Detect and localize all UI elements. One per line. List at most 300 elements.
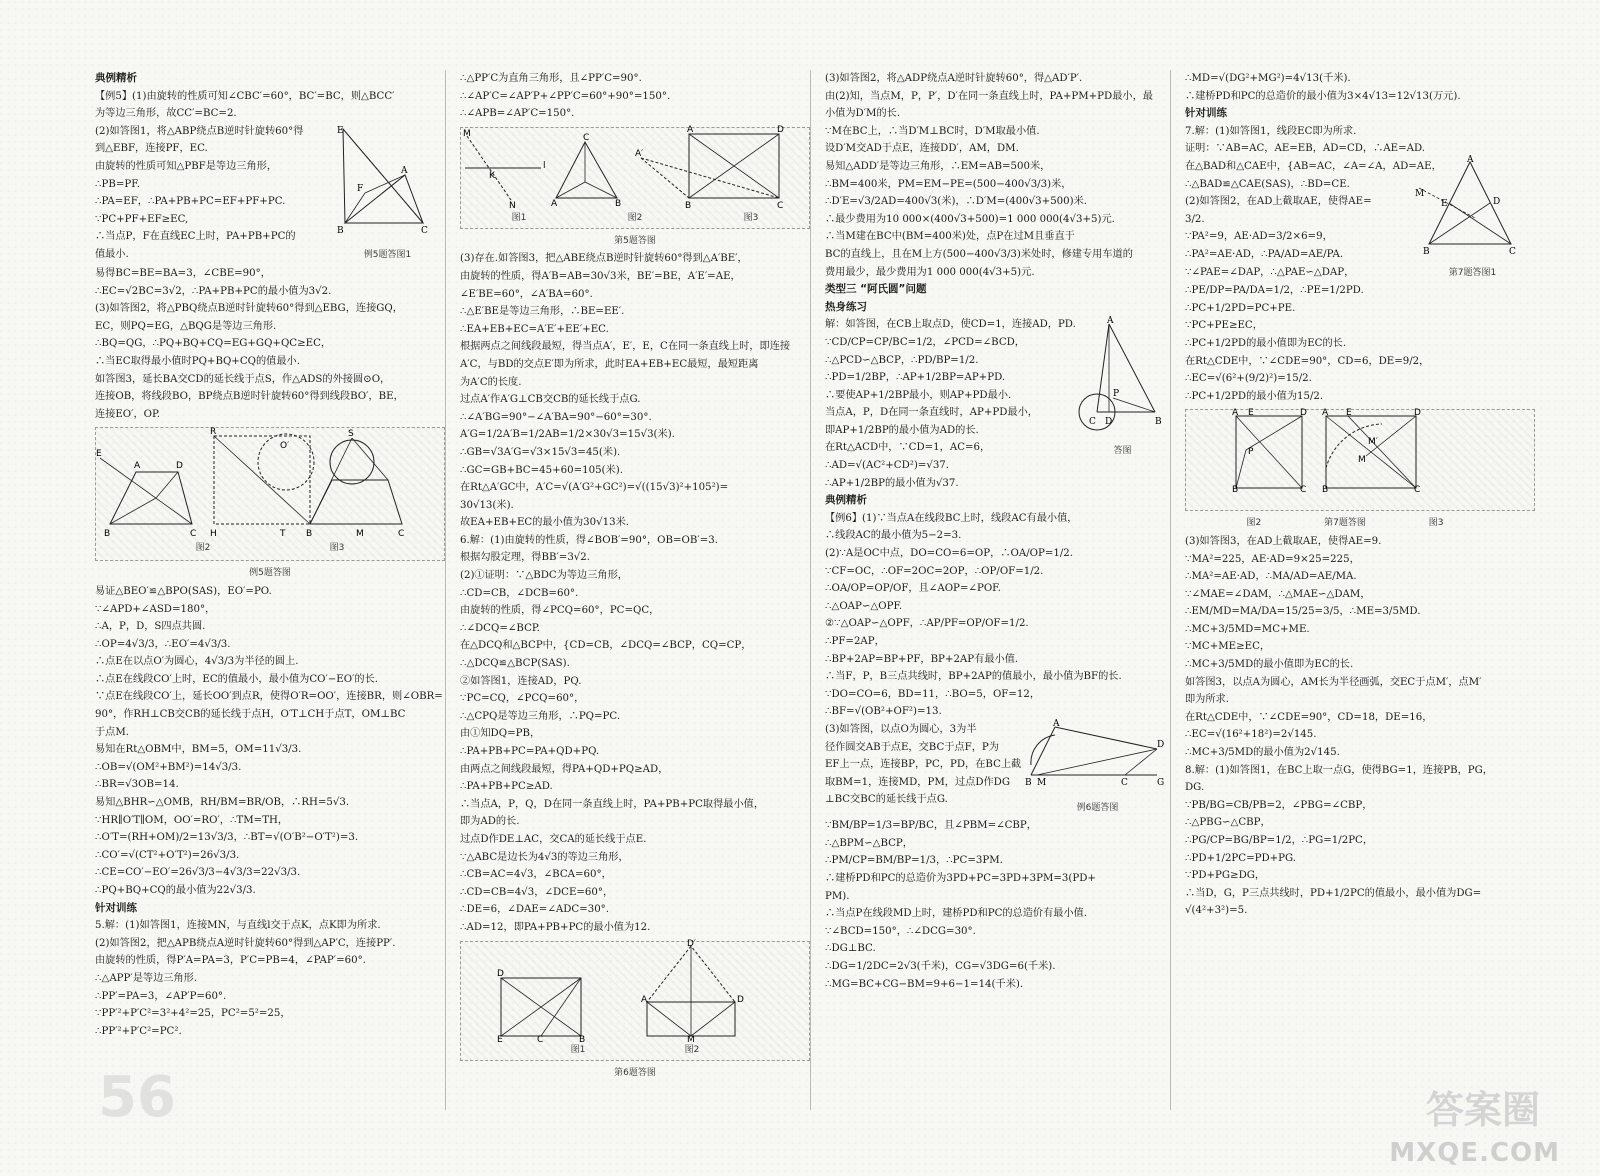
- svg-text:T: T: [280, 529, 286, 540]
- text-line: ∴当点P，F在直线EC上时，PA+PB+PC的: [95, 231, 296, 243]
- svg-text:C: C: [398, 529, 405, 540]
- text-line: ∵∠BCD=150°，∴∠DCG=30°.: [825, 925, 976, 937]
- text-line: 易知△BHR∽△OMB，RH/BM=BR/OB，∴RH=5√3.: [95, 797, 350, 809]
- text-line: ∴最少费用为10 000×(400√3+500)=1 000 000(4√3+5)元.: [825, 213, 1115, 225]
- geometry-figure: [1075, 316, 1165, 436]
- text-line: 到△EBF，连接PF，EC.: [95, 143, 208, 155]
- svg-text:E: E: [337, 125, 344, 136]
- svg-text:C: C: [1300, 485, 1307, 496]
- col4-text-c: [1185, 533, 1535, 920]
- text-line: ∴BF=√(OB²+OF²)=13.: [825, 706, 942, 718]
- svg-text:S: S: [348, 429, 354, 440]
- text-line: ②如答图1，连接AD，PQ.: [460, 675, 582, 687]
- text-line: ∴PM/CP=BM/BP=1/3，∴PC=3PM.: [825, 855, 1003, 867]
- section-heading: 典例精析: [825, 494, 867, 507]
- text-line: ∴AP+1/2BP的最小值为√37.: [825, 477, 959, 489]
- text-block: [1185, 158, 1442, 282]
- text-line: ∵PC+PE≥EC，: [1185, 320, 1263, 332]
- text-line: 证明：∵AB=AC，AE=EB，AD=CD，∴AE=AD.: [1185, 143, 1426, 155]
- text-line: 易证△BEO′≌△BPO(SAS)，EO′=PO.: [95, 585, 272, 597]
- text-line: EC，则PQ=EG，△BQG是等边三角形.: [95, 320, 277, 332]
- svg-text:P: P: [1248, 447, 1254, 458]
- text-line: ∴PA+PB+PC≥AD.: [460, 781, 553, 793]
- figure-problem6: [460, 938, 810, 1061]
- svg-text:A: A: [687, 124, 694, 135]
- text-line: ∴EM/MD=MA/DA=15/25=3/5，∴ME=3/5MD.: [1185, 606, 1421, 618]
- svg-text:A: A: [134, 461, 141, 472]
- text-line: (2)∵A是OC中点，DO=CO=6=OP，∴OA/OP=1/2.: [825, 548, 1074, 560]
- text-line: 根据勾股定理，得BB′=3√2.: [460, 552, 591, 564]
- text-line: ∴当点P在线段MD上时，建桥PD和PC的总造价有最小值.: [825, 908, 1088, 920]
- text-line: ∵点E在线段CO′上，延长OO′到点R，使得O′R=OO′，连接BR，则∠OBR=: [95, 691, 443, 703]
- text-line: ∵M在BC上，∴当D′M⊥BC时，D′M取最小值.: [825, 125, 1040, 137]
- svg-text:D′: D′: [687, 938, 696, 949]
- svg-text:N: N: [509, 200, 516, 211]
- text-line: DG.: [1185, 782, 1205, 794]
- text-line: 【例6】(1)∵当点A在线段BC上时，线段AC有最小值，: [825, 512, 1078, 524]
- text-block: [825, 316, 1075, 492]
- svg-text:B: B: [306, 529, 313, 540]
- svg-text:B: B: [615, 198, 622, 209]
- text-line: 费用最少，最少费用为1 000 000(4√3+5)元.: [825, 266, 1035, 278]
- col3-text-c: [825, 510, 1175, 993]
- text-line: ∴PQ+BQ+CQ的最小值为22√3/3.: [95, 885, 256, 896]
- text-line: ∴MA²=AE·AD，∴MA/AD=AE/MA.: [1185, 571, 1357, 583]
- text-line: ∴PA=EF，∴PA+PB+PC=EF+PF+PC.: [95, 196, 286, 208]
- text-line: 7.解：(1)如答图1，线段EC即为所求.: [1185, 125, 1357, 137]
- text-line: 过点D作DE⊥AC，交CA的延长线于点E.: [460, 833, 647, 845]
- text-line: 根据两点之间线段最短，得当点A′，E′，E，C在同一条直线上时，即连接: [460, 341, 791, 353]
- svg-text:B: B: [579, 1034, 586, 1045]
- figure-example5-row: [95, 427, 445, 561]
- geometry-figure: [1415, 154, 1525, 258]
- watermark-logo: 答案圈: [1425, 1088, 1540, 1132]
- geometry-figure: [461, 124, 807, 211]
- text-line: ∴GB=√3A′G=√3×15√3=45(米).: [460, 446, 621, 458]
- text-line: (2)如答图2，把△APB绕点A逆时针旋转60°得到△AP′C，连接PP′.: [95, 937, 396, 949]
- text-line: ∴EC=√2BC=3√2，∴PA+PB+PC的最小值为3√2.: [95, 285, 332, 297]
- text-line: ∵CD/CP=CP/BC=1/2，∠PCD=∠BCD，: [825, 336, 1025, 348]
- text-line: ∵PB/BG=CB/PB=2，∠PBG=∠CBP，: [1185, 799, 1373, 811]
- figure-caption: 第6题答图: [614, 1067, 656, 1078]
- svg-text:M: M: [356, 529, 364, 540]
- text-line: (3)如答图，以点O为圆心，3为半: [825, 723, 977, 735]
- text-line: 取BM=1，连接MD，PM，过点D作DG: [825, 776, 1010, 788]
- text-line: ∵CF=OC，∴OF=2OC=2OP，∴OP/OF=1/2.: [825, 565, 1044, 577]
- svg-text:D: D: [176, 461, 183, 472]
- svg-text:C: C: [1121, 777, 1128, 788]
- text-line: (3)如答图2，将△ADP绕点A逆时针旋转60°，得△AD′P′.: [825, 73, 1083, 84]
- text-line: ∴PG/CP=BG/BP=1/2，∴PG=1/2PC，: [1185, 835, 1374, 846]
- text-line: ∴O′T=(RH+OM)/2=13√3/3，∴BT=√(O′B²−O′T²)=3.: [95, 832, 359, 844]
- text-line: √(4²+3²)=5.: [1185, 905, 1248, 917]
- text-line: 径作圆交AB于点E，交BC于点F，P为: [825, 741, 999, 753]
- text-line: ∴EC=√(16²+18²)=2√145.: [1185, 729, 1317, 741]
- text-line: ∴△APP′是等边三角形.: [95, 972, 198, 984]
- text-line: ∴△E′BE是等边三角形，∴BE=EE′.: [460, 306, 625, 318]
- svg-text:A: A: [551, 198, 558, 209]
- text-line: ∵MC+ME≥EC，: [1185, 641, 1271, 653]
- col1-text-c: [95, 917, 445, 1040]
- text-line: ∴△DCQ≌△BCP(SAS).: [460, 658, 570, 670]
- svg-text:M: M: [1037, 777, 1047, 788]
- text-line: 当点A，P，D在同一条直线时，AP+PD最小，: [825, 407, 1038, 419]
- text-line: ∴△PP′C为直角三角形，且∠PP′C=90°.: [460, 73, 642, 84]
- text-line: ∴BR=√3OB=14.: [95, 779, 179, 791]
- svg-text:A: A: [401, 165, 408, 176]
- text-line: 在Rt△A′GC中，A′C=√(A′G²+GC²)=√((15√3)²+105²)=: [460, 482, 729, 494]
- text-block: [95, 123, 335, 265]
- text-line: 在Rt△CDE中，∵∠CDE=90°，CD=6，DE=9/2，: [1185, 355, 1430, 367]
- text-line: ∴A，P，D，S四点共圆.: [95, 621, 206, 633]
- svg-text:l: l: [543, 160, 546, 171]
- text-line: 如答图3，延长BA交CD的延长线于点S，作△ADS的外接圆⊙O，: [95, 373, 391, 385]
- text-line: ∴∠AP′C=∠AP′P+∠PP′C=60°+90°=150°.: [460, 90, 671, 102]
- section-heading: 典例精析: [95, 72, 137, 84]
- figure-labels: [96, 540, 444, 558]
- svg-text:A: A: [1322, 408, 1329, 419]
- text-line: ∴PP′=PA=3，∠AP′P=60°.: [95, 990, 227, 1002]
- section-heading: 针对训练: [1185, 107, 1227, 120]
- text-line: ∴CO′=√(CT²+O′T²)=26√3/3.: [95, 849, 240, 861]
- text-line: ∴△OAP∽△OPF.: [825, 600, 903, 612]
- svg-text:A: A: [1107, 316, 1114, 327]
- text-line: 6.解：(1)由旋转的性质，得∠BOB′=90°，OB=OB′=3.: [460, 534, 718, 546]
- svg-text:M: M: [687, 1034, 695, 1045]
- text-line: ∴DG⊥BC.: [825, 943, 876, 955]
- geometry-figure: [335, 123, 435, 241]
- figure-caption: 答图: [1113, 445, 1132, 456]
- text-line: A′C，与BD的交点E′即为所求，此时EA+EB+EC最短，最短距离: [460, 358, 759, 370]
- svg-text:D: D: [1105, 417, 1113, 428]
- text-line: 30√13(米).: [460, 499, 514, 511]
- text-line: A′G=1/2A′B=1/2AB=1/2×30√3=15√3(米).: [460, 429, 675, 441]
- text-line: ∴D′E=√3/2AD=400√3(米)，∴D′M=(400√3+500)米.: [825, 196, 1088, 208]
- text-line: ∴PA+PB+PC=PA+QD+PQ.: [460, 746, 600, 757]
- figure-labels: [461, 1042, 809, 1060]
- text-line: ∴PC+1/2PD的最小值即为EC的长.: [1185, 337, 1347, 349]
- text-line: ∵PP′²+P′C²=3²+4²=25，PC²=5²=25，: [95, 1008, 291, 1020]
- section-heading: 针对训练: [95, 901, 137, 914]
- svg-text:B: B: [104, 529, 111, 540]
- figure-caption: 第7题答图1: [1448, 267, 1497, 278]
- text-line: ∴△PBG∽△CBP，: [1185, 817, 1271, 829]
- text-line: 于点M.: [95, 726, 130, 738]
- svg-text:C: C: [583, 132, 590, 143]
- text-line: ∴EC=√(6²+(9/2)²)=15/2.: [1185, 373, 1312, 385]
- svg-text:A: A: [1232, 408, 1239, 419]
- figure-labels: [461, 210, 809, 228]
- text-line: ∴CD=CB=4√3，∠DCE=60°，: [460, 886, 614, 898]
- figure-label: 图3: [1428, 518, 1444, 529]
- svg-text:H: H: [210, 529, 217, 540]
- svg-text:C: C: [1509, 246, 1516, 257]
- text-line: ∴MC+3/5MD=MC+ME.: [1185, 623, 1310, 635]
- text-line: 易知在Rt△OBM中，BM=5，OM=11√3/3.: [95, 744, 302, 756]
- text-line: ∴△PCD∽△BCP，∴PD/BP=1/2.: [825, 354, 979, 366]
- svg-text:M: M: [1358, 455, 1366, 466]
- figure-label: 图1: [511, 212, 527, 223]
- text-line: ∴PD+1/2PC=PD+PG.: [1185, 852, 1297, 864]
- svg-text:D: D: [497, 968, 504, 979]
- text-line: ∴∠APB=∠AP′C=150°.: [460, 108, 575, 120]
- text-line: 易知△ADD′是等边三角形，∴EM=AB=500米，: [825, 160, 1051, 172]
- text-line: ∴点E在线段CO′上时，EC的值最小，最小值为CO′−EO′的长.: [95, 673, 379, 685]
- text-line: PM).: [825, 890, 850, 902]
- text-line: ∵MA²=225，AE·AD=9×25=225，: [1185, 553, 1360, 565]
- figure-label: 图2: [684, 1044, 700, 1055]
- svg-text:F: F: [357, 183, 364, 194]
- figure-label: 图3: [743, 212, 759, 223]
- svg-text:D: D: [777, 124, 784, 135]
- text-line: 连接EO′，OP.: [95, 408, 161, 420]
- svg-text:E: E: [1441, 198, 1448, 209]
- svg-text:B: B: [1232, 485, 1239, 496]
- svg-text:C: C: [777, 200, 784, 211]
- text-line: 即为所求.: [1185, 694, 1229, 706]
- text-line: ∵PD+PG≥DG，: [1185, 870, 1266, 882]
- text-line: (2)①证明：∵△BDC为等边三角形，: [460, 570, 628, 582]
- text-line: (2)如答图2，在AD上截取AE，使得AE=: [1185, 196, 1372, 208]
- svg-text:D: D: [1414, 408, 1421, 419]
- text-line: 为等边三角形，故CC′=BC=2.: [95, 108, 237, 120]
- text-line: ∴△BPM∽△BCP，: [825, 837, 913, 849]
- text-line: ∴∠DCQ=∠BCP.: [460, 622, 540, 634]
- col1-text-a: [95, 70, 445, 423]
- text-line: ∵∠PAE=∠DAP，∴△PAE∽△DAP，: [1185, 266, 1355, 278]
- text-line: ∵BM/BP=1/3=BP/BC，且∠PBM=∠CBP，: [825, 820, 1037, 832]
- figure-problem7-row: [1185, 409, 1535, 511]
- text-line: 由旋转的性质，得∠PCQ=60°，PC=QC，: [460, 605, 660, 617]
- svg-text:P: P: [1113, 389, 1120, 400]
- figure-example5-1: [335, 123, 440, 265]
- figure-problem7-1: [1415, 154, 1530, 282]
- text-line: ∴GC=GB+BC=45+60=105(米).: [460, 464, 623, 476]
- text-line: 由旋转的性质，得A′B=AB=30√3米，BE′=BE，A′E′=AE，: [460, 270, 741, 282]
- text-line: 故EA+EB+EC的最小值为30√13米.: [460, 517, 629, 529]
- text-line: (2)如答图1，将△ABP绕点B逆时针旋转60°得: [95, 125, 304, 137]
- text-line: ∴MC+3/5MD的最小值即为EC的长.: [1185, 659, 1354, 671]
- text-line: ∴MG=BC+CG−BM=9+6−1=14(千米).: [825, 978, 1024, 990]
- watermark-site: MXQE.COM: [1389, 1138, 1560, 1168]
- svg-text:A: A: [1467, 154, 1474, 165]
- svg-text:B: B: [1025, 777, 1032, 788]
- section-heading: 热身练习: [825, 300, 867, 313]
- text-line: 90°，作RH⊥CB交CB的延长线于点H，O′T⊥CH于点T，OM⊥BC: [95, 709, 406, 721]
- figure-warmup: [1075, 316, 1170, 492]
- text-line: ∴建桥PD和PC的总造价为3PD+PC=3PD+3PM=3(PD+: [825, 872, 1096, 884]
- text-line: 3/2.: [1185, 213, 1205, 225]
- text-line: ∵DO=CO=6，BD=11，∴BO=5，OF=12，: [825, 688, 1041, 700]
- column-2: [460, 70, 810, 1110]
- svg-text:M: M: [1415, 188, 1425, 199]
- svg-text:C: C: [421, 225, 428, 236]
- text-line: ⊥BC交BC的延长线于点G.: [825, 794, 948, 806]
- figure-caption: 第7题答图: [1324, 518, 1366, 529]
- text-line: BC的直线上，且在M上方(500−400√3/3)米处时，修建专用车道的: [825, 248, 1133, 260]
- text-line: EF上一点，连接BP，PC，PD，在BC上截: [825, 759, 1022, 771]
- text-line: ∴PB=PF.: [95, 178, 140, 190]
- text-line: (3)如答图3，在AD上截取AE，使得AE=9.: [1185, 535, 1382, 547]
- text-line: ∴PA²=AE·AD，∴PA/AD=AE/PA.: [1185, 248, 1344, 260]
- text-line: ∴PF=2AP，: [825, 636, 885, 647]
- text-line: 小值为D′M的长.: [825, 108, 901, 120]
- text-line: ∴MC+3/5MD的最小值为2√145.: [1185, 747, 1340, 759]
- figure-labels: [1185, 515, 1535, 533]
- text-line: ∵∠APD+∠ASD=180°，: [95, 603, 216, 615]
- text-line: ∴MD=√(DG²+MG²)=4√13(千米).: [1185, 73, 1351, 84]
- column-divider: [445, 70, 446, 1110]
- text-line: ∴BP+2AP=BP+PF，BP+2AP有最小值.: [825, 653, 1019, 665]
- svg-text:A: A: [641, 994, 648, 1005]
- figure-caption: 例6题答图: [1076, 802, 1119, 813]
- text-line: ∴DG=1/2DC=2√3(千米)，CG=√3DG=6(千米).: [825, 960, 1056, 972]
- text-line: ∴△CPQ是等边三角形，∴PQ=PC.: [460, 710, 621, 722]
- svg-text:B: B: [1423, 246, 1430, 257]
- text-line: ∴CB=AC=4√3，∠BCA=60°，: [460, 869, 612, 881]
- text-with-figure: [95, 123, 445, 265]
- text-line: 在Rt△ACD中，∵CD=1，AC=6，: [825, 442, 991, 454]
- text-line: ∵HR∥O′T∥OM，OO′=RO′，∴TM=TH，: [95, 814, 289, 826]
- text-line: ∴AD=√(AC²+CD²)=√37.: [825, 460, 950, 472]
- svg-text:M: M: [463, 128, 471, 139]
- column-divider: [810, 70, 811, 1110]
- text-line: 即AP+1/2BP的最小值为AD的长.: [825, 424, 979, 436]
- text-line: ∴EA+EB+EC=A′E′+EE′+EC.: [460, 323, 609, 335]
- text-line: ∴DE=6，∠DAE=∠ADC=30°.: [460, 904, 610, 916]
- svg-text:C: C: [1089, 417, 1096, 428]
- text-line: 为A′C的长度.: [460, 376, 522, 388]
- text-line: ∴AD=12，即PA+PB+PC的最小值为12.: [460, 921, 651, 933]
- text-line: ∵△ABC是边长为4√3的等边三角形，: [460, 851, 629, 863]
- svg-text:E: E: [497, 1034, 503, 1045]
- svg-text:C: C: [537, 1034, 544, 1045]
- column-1: [95, 70, 445, 1110]
- text-line: 值最小.: [95, 248, 129, 260]
- text-line: ∴PE/DP=PA/DA=1/2，∴PE=1/2PD.: [1185, 285, 1364, 297]
- svg-text:G: G: [1157, 777, 1165, 788]
- svg-text:E: E: [1248, 408, 1254, 419]
- svg-text:O′: O′: [280, 441, 290, 452]
- text-line: ∴CE=CO′−EO′=26√3/3−4√3/3=22√3/3.: [95, 867, 301, 879]
- text-line: ∵∠MAE=∠DAM，∴△MAE∽△DAM，: [1185, 588, 1371, 600]
- figure-problem5: [460, 124, 810, 229]
- text-line: ∴当EC取得最小值时PQ+BQ+CQ的值最小.: [95, 355, 300, 367]
- figure-caption: 第5题答图: [614, 235, 656, 246]
- text-line: ∴PD=1/2BP，∴AP+1/2BP=AP+PD.: [825, 372, 1006, 384]
- svg-text:B: B: [685, 200, 692, 211]
- text-line: 在Rt△CDE中，∵∠CDE=90°，CD=18，DE=16，: [1185, 711, 1433, 723]
- svg-text:C: C: [190, 529, 197, 540]
- svg-text:M′: M′: [1368, 437, 1378, 448]
- text-line: ∴BQ=QG，∴PQ+BQ+CQ=EG+GQ+QC≥EC，: [95, 338, 332, 350]
- svg-text:K: K: [489, 170, 495, 181]
- text-line: 由旋转的性质可知△PBF是等边三角形，: [95, 160, 278, 172]
- text-line: ∴∠A′BG=90°−∠A′BA=90°−60°=30°.: [460, 411, 652, 423]
- figure-caption: 例5题答图1: [363, 250, 412, 261]
- text-line: 如答图3，以点A为圆心，AM长为半径画弧，交EC于点M′，点M′: [1185, 676, 1482, 688]
- text-line: 【例5】(1)由旋转的性质可知∠CBC′=60°，BC′=BC，则△BCC′: [95, 90, 395, 102]
- text-line: ∴OB=√(OM²+BM²)=14√3/3.: [95, 761, 242, 773]
- text-with-figure: [1185, 154, 1535, 282]
- geometry-figure: [1025, 718, 1165, 793]
- page-number: 56: [98, 1065, 176, 1130]
- text-line: 设D′M交AD于点E，连接DD′，AM，DM.: [825, 143, 1019, 155]
- svg-text:B: B: [1155, 417, 1162, 428]
- text-line: (3)存在.如答图3，把△ABE绕点B逆时针旋转60°得到△A′BE′，: [460, 253, 748, 265]
- text-line: ∴当M建在BC中(BM=400米)处，点P在过M且垂直于: [825, 231, 1075, 243]
- text-line: 过点A′作A′G⊥CB交CB的延长线于点G.: [460, 394, 641, 406]
- column-3: [825, 70, 1175, 1110]
- svg-text:D: D: [1493, 196, 1501, 207]
- svg-text:E: E: [1346, 408, 1352, 419]
- text-with-figure: [825, 718, 1175, 817]
- text-line: 即为AD的长.: [460, 816, 520, 828]
- svg-text:D: D: [737, 994, 744, 1005]
- text-line: ∵PC=CQ，∠PCQ=60°，: [460, 693, 585, 705]
- col1-text-b: [95, 583, 445, 900]
- figure-label: 图3: [329, 543, 345, 554]
- text-line: 8.解：(1)如答图1，在BC上取一点G，使得BG=1，连接PB，PG，: [1185, 764, 1493, 776]
- section-heading: 类型三 “阿氏圆”问题: [825, 283, 927, 296]
- text-line: 由①知DQ=PB，: [460, 728, 541, 740]
- figure-label: 图2: [1246, 518, 1262, 529]
- text-line: 解：如答图，在CB上取点D，使CD=1，连接AD，PD.: [825, 319, 1076, 331]
- text-line: ∴PC+1/2PD的最小值为15/2.: [1185, 390, 1324, 402]
- svg-text:D: D: [1300, 408, 1307, 419]
- text-line: ∴点E在以点O′为圆心，4√3/3为半径的圆上.: [95, 656, 299, 668]
- text-line: 5.解：(1)如答图1，连接MN，与直线l交于点K，点K即为所求.: [95, 920, 381, 932]
- svg-text:A′: A′: [635, 148, 644, 159]
- svg-text:A: A: [1053, 718, 1060, 729]
- text-line: ∴线段AC的最小值为5−2=3.: [825, 530, 962, 542]
- figure-example6: [1025, 718, 1170, 817]
- text-line: 连接OB，将线段BO，BP绕点B逆时针旋转60°得到线段BO′，BE，: [95, 391, 404, 403]
- text-line: ∴CD=CB，∠DCB=60°.: [460, 587, 579, 599]
- geometry-figure: [96, 428, 442, 540]
- text-line: ∴OP=4√3/3，∴EO′=4√3/3.: [95, 638, 231, 650]
- text-block: [825, 721, 1025, 817]
- text-line: ∴PP′²+P′C²=PC².: [95, 1025, 182, 1037]
- geometry-figure: [1186, 408, 1532, 496]
- figure-label: 图2: [195, 543, 211, 554]
- svg-text:B: B: [1322, 485, 1329, 496]
- svg-text:D: D: [1157, 739, 1165, 750]
- text-line: 在△DCQ和△BCP中，{CD=CB，∠DCQ=∠BCP，CQ=CP，: [460, 640, 752, 652]
- text-line: ∴当D，G，P三点共线时，PD+1/2PC的值最小，最小值为DG=: [1185, 887, 1482, 899]
- text-line: ∴当F，P，B三点共线时，BP+2AP的值最小，最小值为BF的长.: [825, 671, 1122, 683]
- text-line: ∵PC+PF+EF≥EC,: [95, 213, 189, 225]
- svg-text:E: E: [96, 449, 102, 460]
- text-line: ∴当点A，P，Q，D在同一条直线上时，PA+PB+PC取得最小值，: [460, 798, 765, 810]
- geometry-figure: [461, 938, 807, 1045]
- col3-text-a: [825, 70, 1175, 281]
- svg-text:C: C: [1414, 485, 1421, 496]
- text-line: ∴OA/OP=OP/OF，且∠AOP=∠POF.: [825, 583, 1001, 595]
- text-line: (3)如答图2，将△PBQ绕点B逆时针旋转60°得到△EBG，连接GQ，: [95, 303, 403, 315]
- svg-text:B: B: [337, 225, 344, 236]
- text-line: 由旋转的性质，得P′A=PA=3，P′C=PB=4，∠PAP′=60°.: [95, 955, 366, 967]
- text-line: ∴建桥PD和PC的总造价的最小值为3×4√13=12√13(万元).: [1185, 90, 1461, 102]
- text-line: ∴△BAD≌△CAE(SAS)，∴BD=CE.: [1185, 178, 1350, 190]
- figure-label: 图2: [627, 212, 643, 223]
- text-with-figure: [825, 316, 1175, 492]
- col2-text-b: [460, 250, 810, 936]
- svg-text:R: R: [210, 427, 217, 438]
- text-line: ∠E′BE=60°，∠A′BA=60°.: [460, 288, 593, 300]
- column-4: [1185, 70, 1535, 1110]
- text-line: 易得BC=BE=BA=3，∠CBE=90°，: [95, 267, 271, 279]
